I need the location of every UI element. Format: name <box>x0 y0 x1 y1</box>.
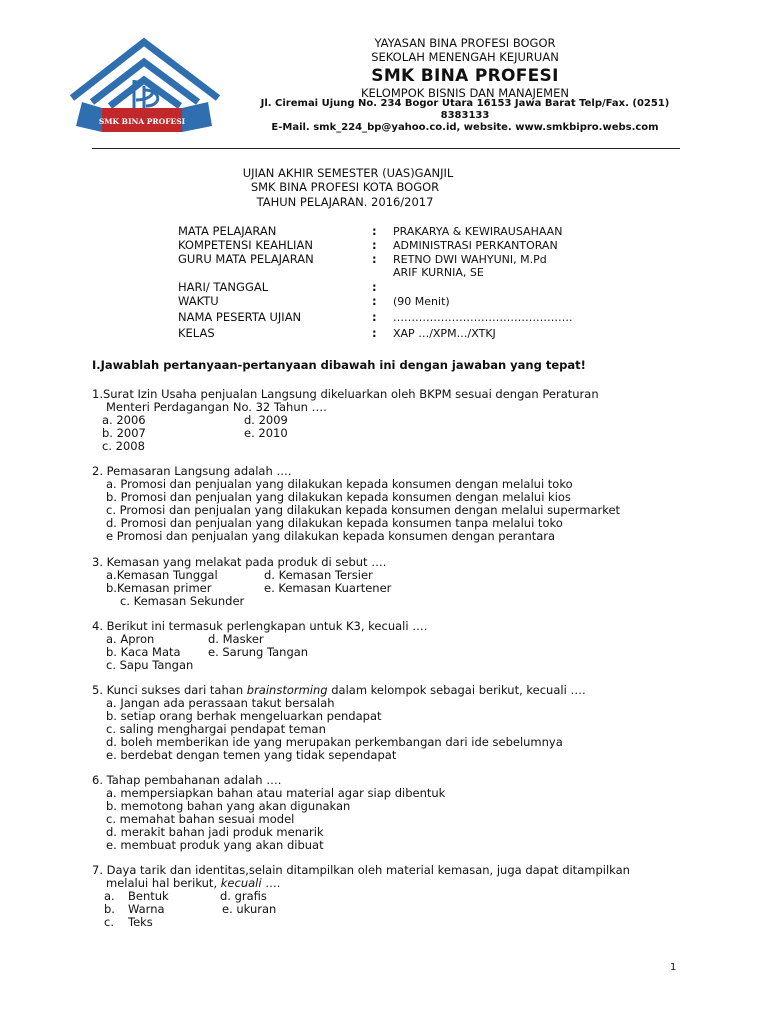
question-6-option-a: a. mempersiapkan bahan atau material agar siap dibentuk <box>106 786 446 800</box>
time-colon: : <box>372 294 377 308</box>
question-1-option-e: e. 2010 <box>244 426 288 440</box>
question-6-stem: 6. Tahap pembahanan adalah …. <box>92 773 282 787</box>
competence-colon: : <box>372 238 377 252</box>
participant-name-colon: : <box>372 310 377 324</box>
header-divider <box>92 148 680 149</box>
class-value: XAP …/XPM…/XTKJ <box>393 327 496 340</box>
question-4-option-a: a. Apron <box>106 632 155 646</box>
question-2-option-c: c. Promosi dan penjualan yang dilakukan kepada konsumen dengan melalui supermarket <box>106 503 621 517</box>
class-label: KELAS <box>178 326 215 340</box>
question-3-option-e: e. Kemasan Kuartener <box>264 581 392 595</box>
question-7-option-c-letter: c. <box>104 915 114 929</box>
time-value: (90 Menit) <box>393 295 450 308</box>
question-1-line-1: 1.Surat Izin Usaha penjualan Langsung dikeluarkan oleh BKPM sesuai dengan Peraturan <box>92 387 599 401</box>
question-6-option-b: b. memotong bahan yang akan digunakan <box>106 799 351 813</box>
teacher-value-2: ARIF KURNIA, SE <box>393 266 484 279</box>
question-3-stem: 3. Kemasan yang melakat pada produk di sebut …. <box>92 555 387 569</box>
question-1-option-a: a. 2006 <box>102 413 146 427</box>
question-4-option-d: d. Masker <box>208 632 264 646</box>
question-6-option-c: c. memahat bahan sesuai model <box>106 812 295 826</box>
question-2-option-a: a. Promosi dan penjualan yang dilakukan kepada konsumen dengan melalui toko <box>106 477 573 491</box>
question-5-stem: 5. Kunci sukses dari tahan brainstorming dalam kelompok sebagai berikut, kecuali …. <box>92 683 586 697</box>
question-6-option-e: e. membuat produk yang akan dibuat <box>106 838 324 852</box>
question-5-option-c: c. saling menghargai pendapat teman <box>106 722 326 736</box>
question-5-option-b: b. setiap orang berhak mengeluarkan pendapat <box>106 709 382 723</box>
question-7-option-c: Teks <box>128 915 153 929</box>
foundation-name: YAYASAN BINA PROFESI BOGOR <box>374 36 556 50</box>
question-1-line-2: Menteri Perdagangan No. 32 Tahun …. <box>106 400 327 414</box>
subject-colon: : <box>372 224 377 238</box>
question-7-option-d: d. grafis <box>220 889 267 903</box>
school-logo <box>62 36 230 144</box>
question-7-line-2: melalui hal berikut, kecuali …. <box>106 876 281 890</box>
question-6-option-d: d. merakit bahan jadi produk menarik <box>106 825 324 839</box>
question-2-option-e: e Promosi dan penjualan yang dilakukan kepada konsumen dengan perantara <box>106 529 556 543</box>
question-3-option-a: a.Kemasan Tunggal <box>106 568 218 582</box>
teacher-label: GURU MATA PELAJARAN <box>178 252 314 266</box>
question-3-option-c: c. Kemasan Sekunder <box>120 594 245 608</box>
question-5-option-d: d. boleh memberikan ide yang merupakan perkembangan dari ide sebelumnya <box>106 735 563 749</box>
teacher-colon: : <box>372 252 377 266</box>
question-4-stem: 4. Berikut ini termasuk perlengkapan untuk K3, kecuali …. <box>92 619 428 633</box>
logo-text: SMK BINA PROFESI <box>98 117 186 126</box>
class-colon: : <box>372 326 377 340</box>
question-1-option-b: b. 2007 <box>102 426 146 440</box>
question-1-option-c: c. 2008 <box>102 439 145 453</box>
question-7-emphasis: kecuali <box>220 876 262 890</box>
contact-line: E-Mail. smk_224_bp@yahoo.co.id, website. www.smkbipro.webs.com <box>271 122 659 133</box>
question-3-option-d: d. Kemasan Tersier <box>264 568 373 582</box>
school-name: SMK BINA PROFESI <box>371 66 559 86</box>
question-2-stem: 2. Pemasaran Langsung adalah …. <box>92 464 292 478</box>
address-line-2: 8383133 <box>440 110 490 121</box>
question-5-stem-emphasis: brainstorming <box>246 683 328 697</box>
exam-title: UJIAN AKHIR SEMESTER (UAS)GANJIL <box>242 166 454 180</box>
address-line-1: Jl. Ciremai Ujung No. 234 Bogor Utara 16153 Jawa Barat Telp/Fax. (0251) <box>260 98 670 109</box>
school-type: SEKOLAH MENENGAH KEJURUAN <box>371 50 559 64</box>
competence-label: KOMPETENSI KEAHLIAN <box>178 238 313 252</box>
competence-value: ADMINISTRASI PERKANTORAN <box>393 239 558 252</box>
question-5-option-e: e. berdebat dengan temen yang tidak sependapat <box>106 748 397 762</box>
question-7-option-a-letter: a. <box>104 889 115 903</box>
question-5-option-a: a. Jangan ada perassaan takut bersalah <box>106 696 335 710</box>
participant-name-field[interactable]: …………………………………………. <box>393 311 573 324</box>
question-7-line-1: 7. Daya tarik dan identitas,selain ditampilkan oleh material kemasan, juga dapat ditampilkan <box>92 863 630 877</box>
day-date-colon: : <box>372 280 377 294</box>
time-label: WAKTU <box>178 294 219 308</box>
school-group: KELOMPOK BISNIS DAN MANAJEMEN <box>361 86 569 100</box>
question-1-option-d: d. 2009 <box>244 413 288 427</box>
question-4-option-e: e. Sarung Tangan <box>208 645 309 659</box>
subject-label: MATA PELAJARAN <box>178 224 277 238</box>
question-4-option-b: b. Kaca Mata <box>106 645 181 659</box>
subject-value: PRAKARYA & KEWIRAUSAHAAN <box>393 225 563 238</box>
question-7-option-a: Bentuk <box>128 889 169 903</box>
question-7-option-b-letter: b. <box>104 902 115 916</box>
page-number: 1 <box>670 962 677 973</box>
question-7-option-b: Warna <box>128 902 165 916</box>
question-7-option-e: e. ukuran <box>222 902 277 916</box>
question-2-option-b: b. Promosi dan penjualan yang dilakukan kepada konsumen dengan melalui kios <box>106 490 571 504</box>
participant-name-label: NAMA PESERTA UJIAN <box>178 310 302 324</box>
question-3-option-b: b.Kemasan primer <box>106 581 212 595</box>
exam-year: TAHUN PELAJARAN. 2016/2017 <box>256 195 434 209</box>
day-date-label: HARI/ TANGGAL <box>178 280 269 294</box>
section-instruction: I.Jawablah pertanyaan-pertanyaan dibawah ini dengan jawaban yang tepat! <box>92 358 586 372</box>
exam-school: SMK BINA PROFESI KOTA BOGOR <box>250 180 440 194</box>
question-4-option-c: c. Sapu Tangan <box>106 658 194 672</box>
teacher-value-1: RETNO DWI WAHYUNI, M.Pd <box>393 253 547 266</box>
question-2-option-d: d. Promosi dan penjualan yang dilakukan kepada konsumen tanpa melalui toko <box>106 516 563 530</box>
